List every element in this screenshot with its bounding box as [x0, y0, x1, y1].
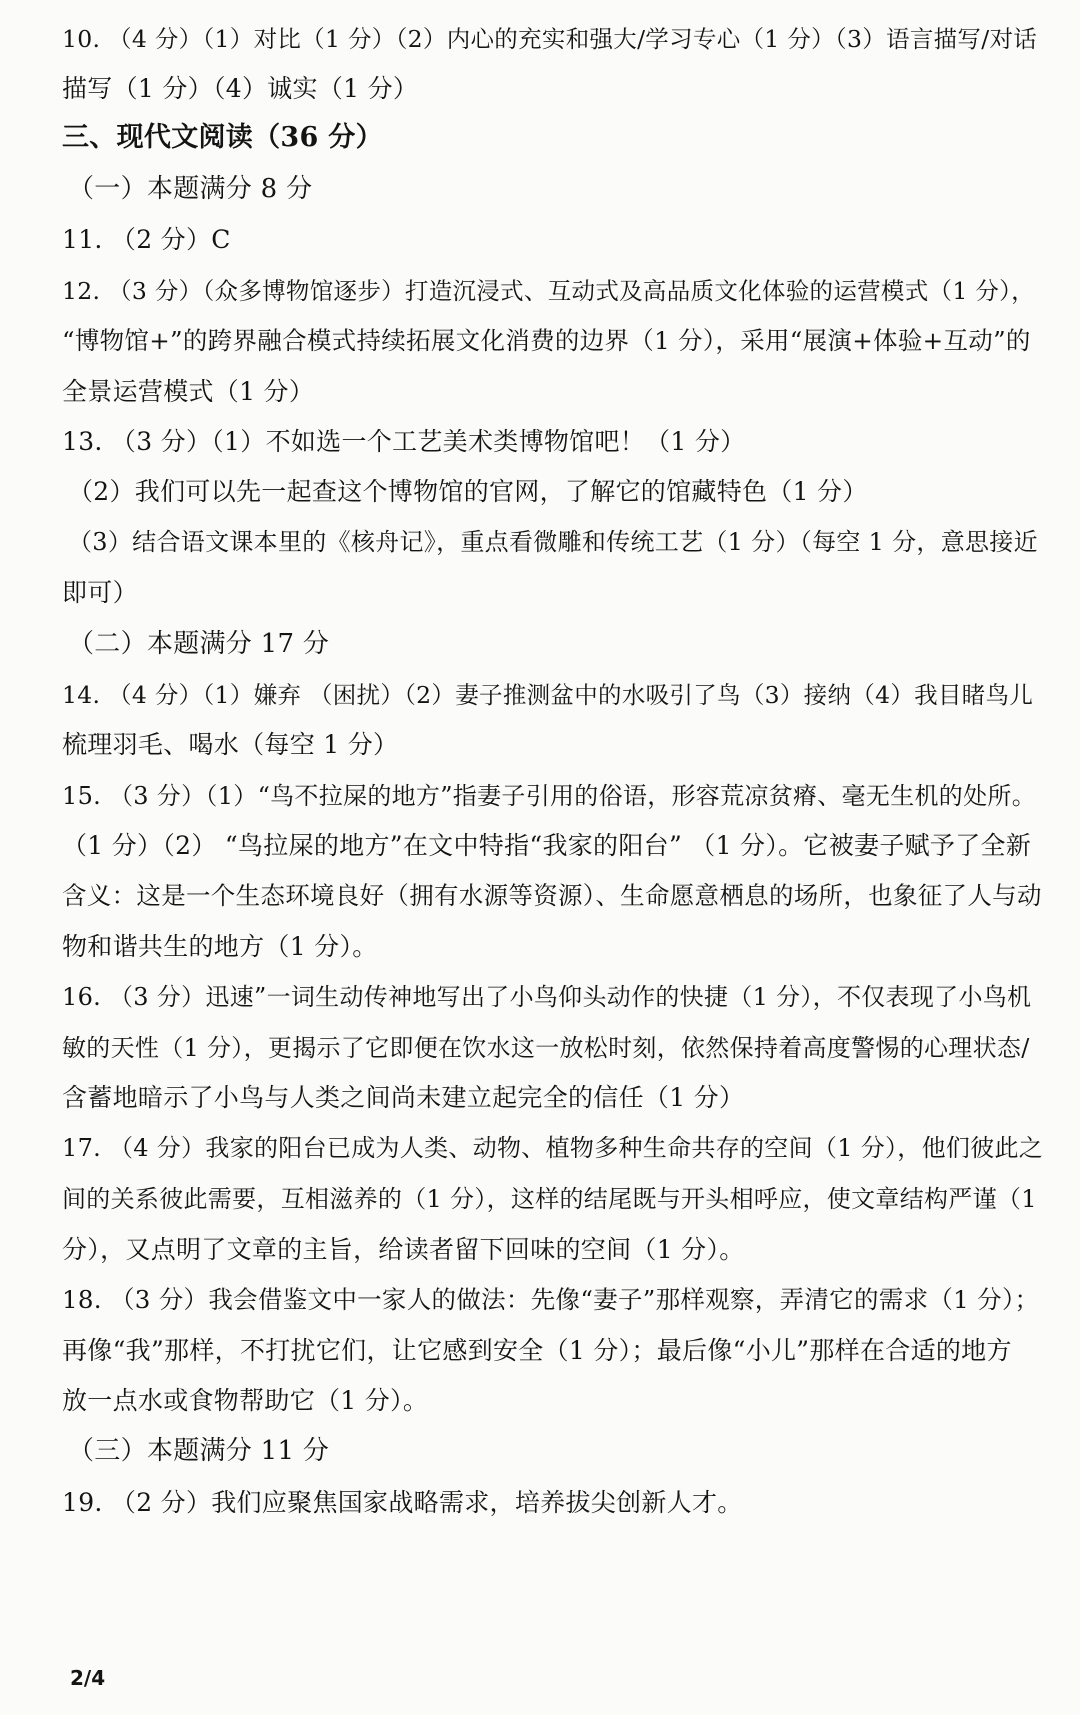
subsection-heading: （二）本题满分 17 分 [68, 629, 330, 659]
answer-line: 12. （3 分）（众多博物馆逐步）打造沉浸式、互动式及高品质文化体验的运营模式（1 分）， [62, 277, 1035, 305]
answer-line: 10. （4 分）（1）对比（1 分）（2）内心的充实和强大/学习专心（1 分）（3）语言描写/对话 [62, 25, 1038, 53]
answer-line: 15. （3 分）（1）“鸟不拉屎的地方”指妻子引用的俗语，形容荒凉贫瘠、毫无生机的处所。 [62, 782, 1037, 810]
section-heading: 三、现代文阅读（36 分） [62, 122, 383, 153]
answer-line: 14. （4 分）（1）嫌弃 （困扰）（2）妻子推测盆中的水吸引了鸟（3）接纳（4）我目睹鸟儿 [62, 681, 1034, 709]
answer-line: 间的关系彼此需要，互相滋养的（1 分），这样的结尾既与开头相呼应，使文章结构严谨（1 [62, 1185, 1037, 1213]
answer-line: 描写（1 分）（4）诚实（1 分） [62, 74, 419, 103]
subsection-heading: （一）本题满分 8 分 [68, 174, 313, 204]
answer-line: 19. （2 分）我们应聚焦国家战略需求，培养拔尖创新人才。 [62, 1488, 743, 1517]
answer-line: 16. （3 分）迅速”一词生动传神地写出了小鸟仰头动作的快捷（1 分），不仅表现了小鸟机 [62, 983, 1032, 1011]
answer-line: 17. （4 分）我家的阳台已成为人类、动物、植物多种生命共存的空间（1 分），他们彼此之 [62, 1134, 1044, 1162]
answer-line: 再像“我”那样，不打扰它们，让它感到安全（1 分）；最后像“小儿”那样在合适的地方 [62, 1336, 1012, 1365]
page-number: 2/4 [70, 1666, 106, 1690]
answer-line: （1 分）（2） “鸟拉屎的地方”在文中特指“我家的阳台” （1 分）。它被妻子赋予了全新 [62, 831, 1032, 860]
answer-line: “博物馆+”的跨界融合模式持续拓展文化消费的边界（1 分），采用“展演+体验+互动”的 [62, 326, 1031, 355]
answer-line: 梳理羽毛、喝水（每空 1 分） [62, 730, 399, 759]
answer-line: 物和谐共生的地方（1 分）。 [62, 932, 378, 961]
answer-line: 即可） [62, 578, 138, 607]
answer-line: 11. （2 分）C [62, 225, 231, 254]
answer-line: 放一点水或食物帮助它（1 分）。 [62, 1386, 429, 1415]
subsection-heading: （三）本题满分 11 分 [68, 1436, 330, 1466]
answer-line: 分），又点明了文章的主旨，给读者留下回味的空间（1 分）。 [62, 1235, 745, 1264]
answer-line: 含蓄地暗示了小鸟与人类之间尚未建立起完全的信任（1 分） [62, 1083, 745, 1112]
answer-line: （2）我们可以先一起查这个博物馆的官网，了解它的馆藏特色（1 分） [68, 477, 868, 506]
answer-line: 全景运营模式（1 分） [62, 377, 315, 406]
answer-line: 含义：这是一个生态环境良好（拥有水源等资源）、生命愿意栖息的场所，也象征了人与动 [62, 881, 1042, 910]
answer-line: 13. （3 分）（1）不如选一个工艺美术类博物馆吧！（1 分） [62, 427, 746, 456]
answer-line: （3）结合语文课本里的《核舟记》，重点看微雕和传统工艺（1 分）（每空 1 分，意思接近 [68, 528, 1038, 556]
answer-line: 敏的天性（1 分），更揭示了它即便在饮水这一放松时刻，依然保持着高度警惕的心理状态/ [62, 1034, 1030, 1062]
answer-line: 18. （3 分）我会借鉴文中一家人的做法：先像“妻子”那样观察，弄清它的需求（1 分）； [62, 1285, 1040, 1314]
